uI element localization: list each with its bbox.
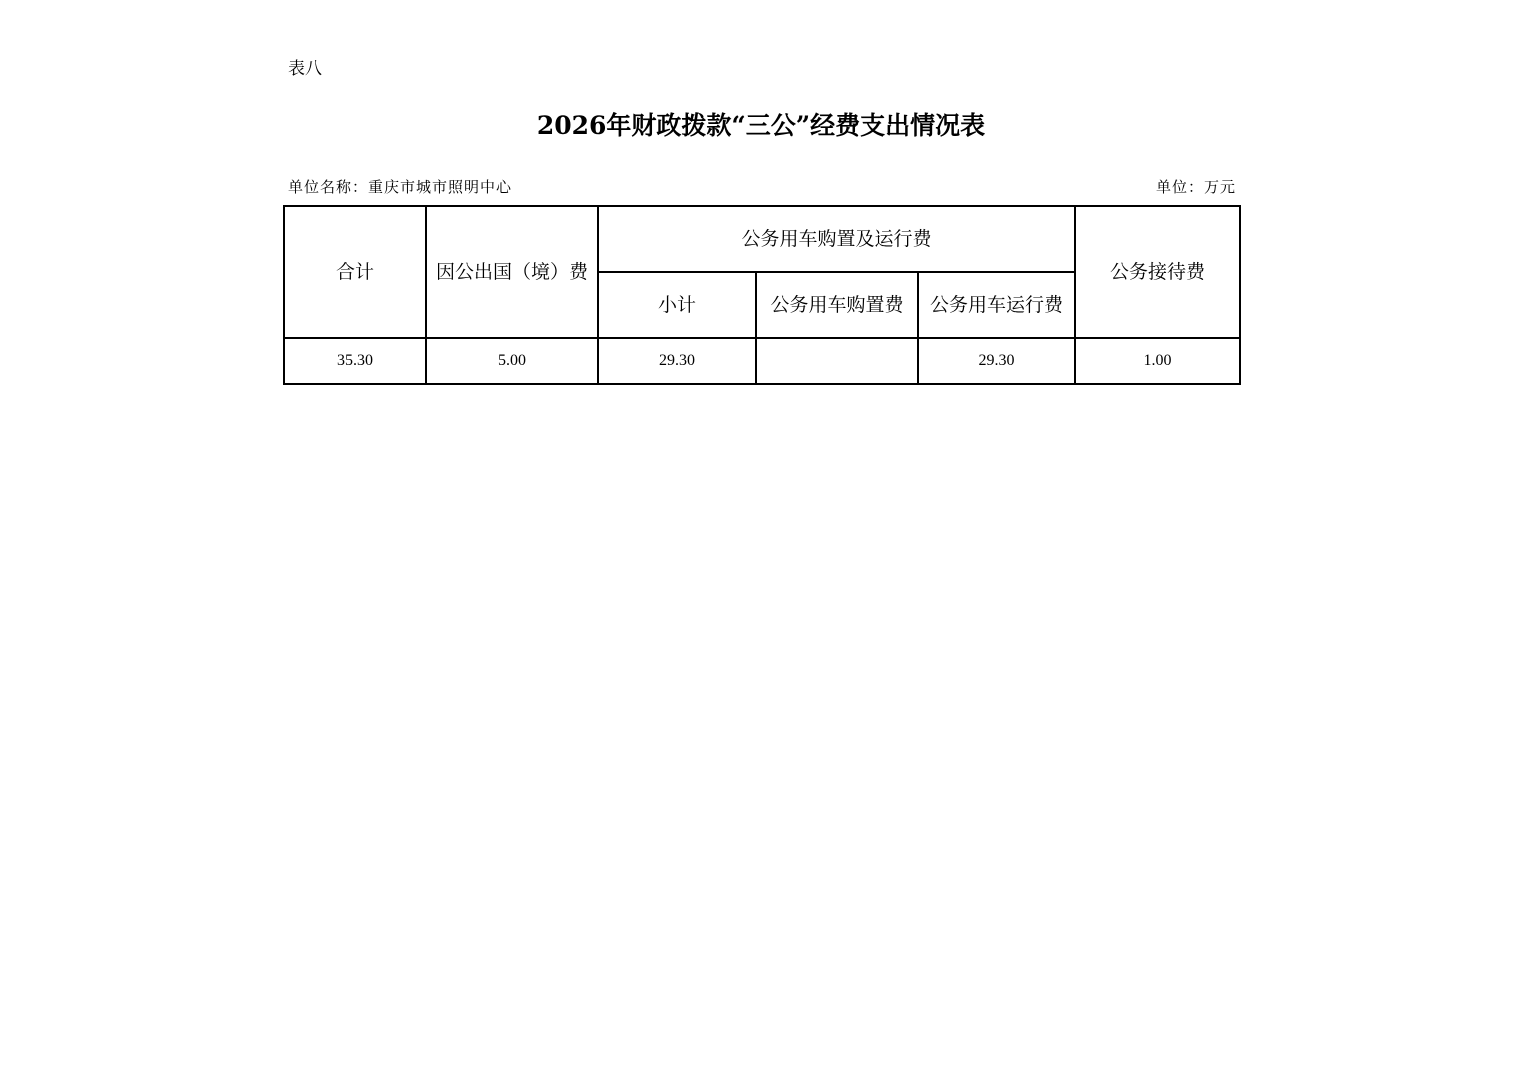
header-vehicle-purchase: 公务用车购置费 xyxy=(756,272,918,338)
cell-subtotal: 29.30 xyxy=(598,338,756,384)
header-reception: 公务接待费 xyxy=(1075,206,1240,338)
header-subtotal: 小计 xyxy=(598,272,756,338)
cell-vehicle-operation: 29.30 xyxy=(918,338,1075,384)
header-abroad: 因公出国（境）费 xyxy=(426,206,598,338)
table-header-row xyxy=(284,206,1240,272)
unit-label: 单位：万元 xyxy=(1155,178,1236,196)
expense-table xyxy=(283,205,1241,385)
page-label: 表八 xyxy=(288,59,322,79)
page-title: 2026年财政拨款“三公”经费支出情况表 xyxy=(536,111,986,140)
cell-vehicle-purchase xyxy=(756,338,918,384)
cell-reception: 1.00 xyxy=(1075,338,1240,384)
header-vehicle-group: 公务用车购置及运行费 xyxy=(598,206,1075,272)
cell-abroad: 5.00 xyxy=(426,338,598,384)
unit-name-label: 单位名称：重庆市城市照明中心 xyxy=(288,178,513,196)
cell-total: 35.30 xyxy=(284,338,426,384)
header-total: 合计 xyxy=(284,206,426,338)
header-vehicle-operation: 公务用车运行费 xyxy=(918,272,1075,338)
table-row xyxy=(284,338,1240,384)
